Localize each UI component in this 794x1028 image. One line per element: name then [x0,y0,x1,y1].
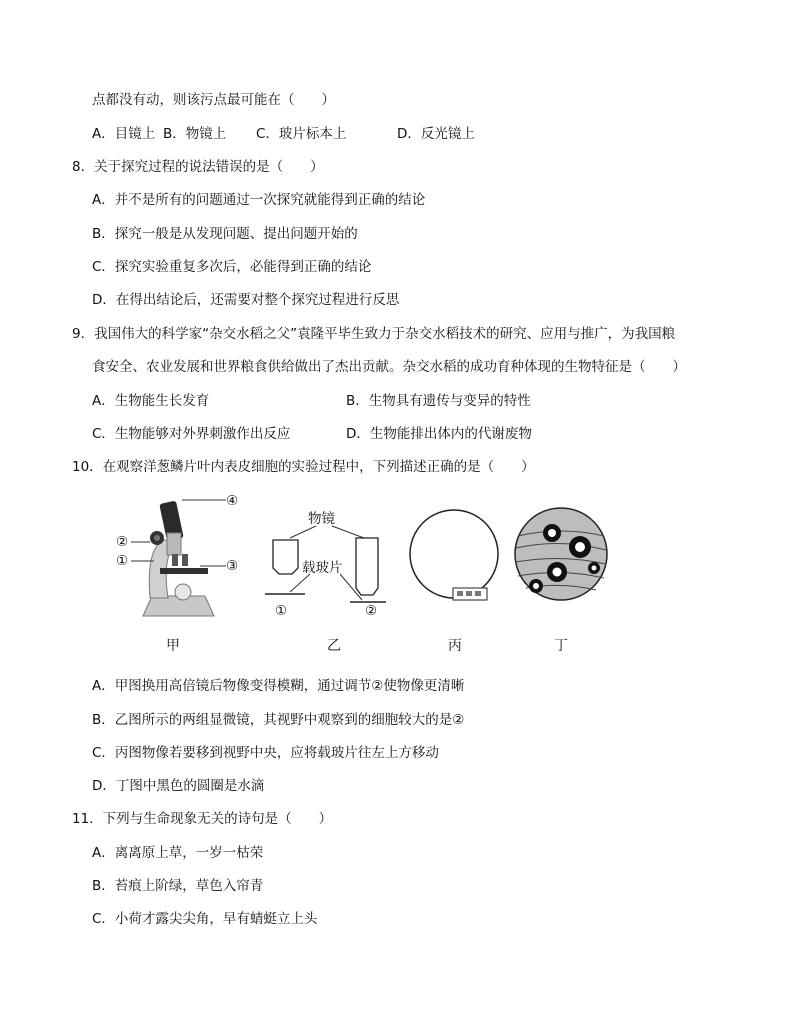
q10-figure [0,488,794,658]
q11-option-b: B．苔痕上阶绿，草色入帘青 [92,878,264,894]
figure-label-jia: 甲 [166,638,180,654]
marker-3: ③ [226,558,239,574]
q7-option-a: A．目镜上 [92,126,156,142]
objective-label: 物镜 [308,511,335,527]
figure-label-ding: 丁 [554,638,568,654]
q10-option-a: A．甲图换用高倍镜后物像变得模糊，通过调节②使物像更清晰 [92,678,465,694]
q11-option-c: C．小荷才露尖尖角，早有蜻蜓立上头 [92,911,318,927]
q7-option-b: B．物镜上 [163,126,227,142]
q10-figure-drawing [0,488,794,658]
q10-option-b: B．乙图所示的两组显微镜，其视野中观察到的细胞较大的是② [92,712,465,728]
marker-4: ④ [226,493,239,509]
q8-option-d: D．在得出结论后，还需要对整个探究过程进行反思 [92,292,400,308]
q10-stem: 10．在观察洋葱鳞片叶内表皮细胞的实验过程中，下列描述正确的是（ ） [72,459,535,475]
q7-option-d: D．反光镜上 [397,126,475,142]
q7-stem-continued: 点都没有动，则该污点最可能在（ ） [92,92,335,108]
q9-stem-line1: 9．我国伟大的科学家“杂交水稻之父”袁隆平毕生致力于杂交水稻技术的研究、应用与推广，为我国粮 [72,326,676,342]
figure-label-yi: 乙 [327,638,341,654]
q11-option-a: A．离离原上草，一岁一枯荣 [92,845,264,861]
marker-2: ② [116,534,129,550]
view-field-bing [410,510,498,600]
q10-option-c: C．丙图物像若要移到视野中央，应将载玻片往左上方移动 [92,745,439,761]
marker-1: ① [116,553,129,569]
q9-option-a: A．生物能生长发育 [92,393,210,409]
q8-stem: 8．关于探究过程的说法错误的是（ ） [72,159,324,175]
objective-marker-1: ① [275,603,288,619]
q8-option-b: B．探究一般是从发现问题、提出问题开始的 [92,226,358,242]
q9-option-d: D．生物能排出体内的代谢废物 [346,426,532,442]
q11-stem: 11．下列与生命现象无关的诗句是（ ） [72,811,333,827]
view-field-ding [515,508,607,600]
q9-option-c: C．生物能够对外界刺激作出反应 [92,426,291,442]
figure-label-bing: 丙 [448,638,462,654]
q9-option-b: B．生物具有遗传与变异的特性 [346,393,531,409]
q7-option-c: C．玻片标本上 [256,126,347,142]
slide-label: 载玻片 [302,560,343,576]
objective-marker-2: ② [365,603,378,619]
microscope-illustration [131,500,226,616]
q10-option-d: D．丁图中黑色的圆圈是水滴 [92,778,265,794]
q8-option-a: A．并不是所有的问题通过一次探究就能得到正确的结论 [92,192,426,208]
q9-stem-line2: 食安全、农业发展和世界粮食供给做出了杰出贡献。杂交水稻的成功育种体现的生物特征是（ ） [92,359,686,375]
q8-option-c: C．探究实验重复多次后，必能得到正确的结论 [92,259,372,275]
